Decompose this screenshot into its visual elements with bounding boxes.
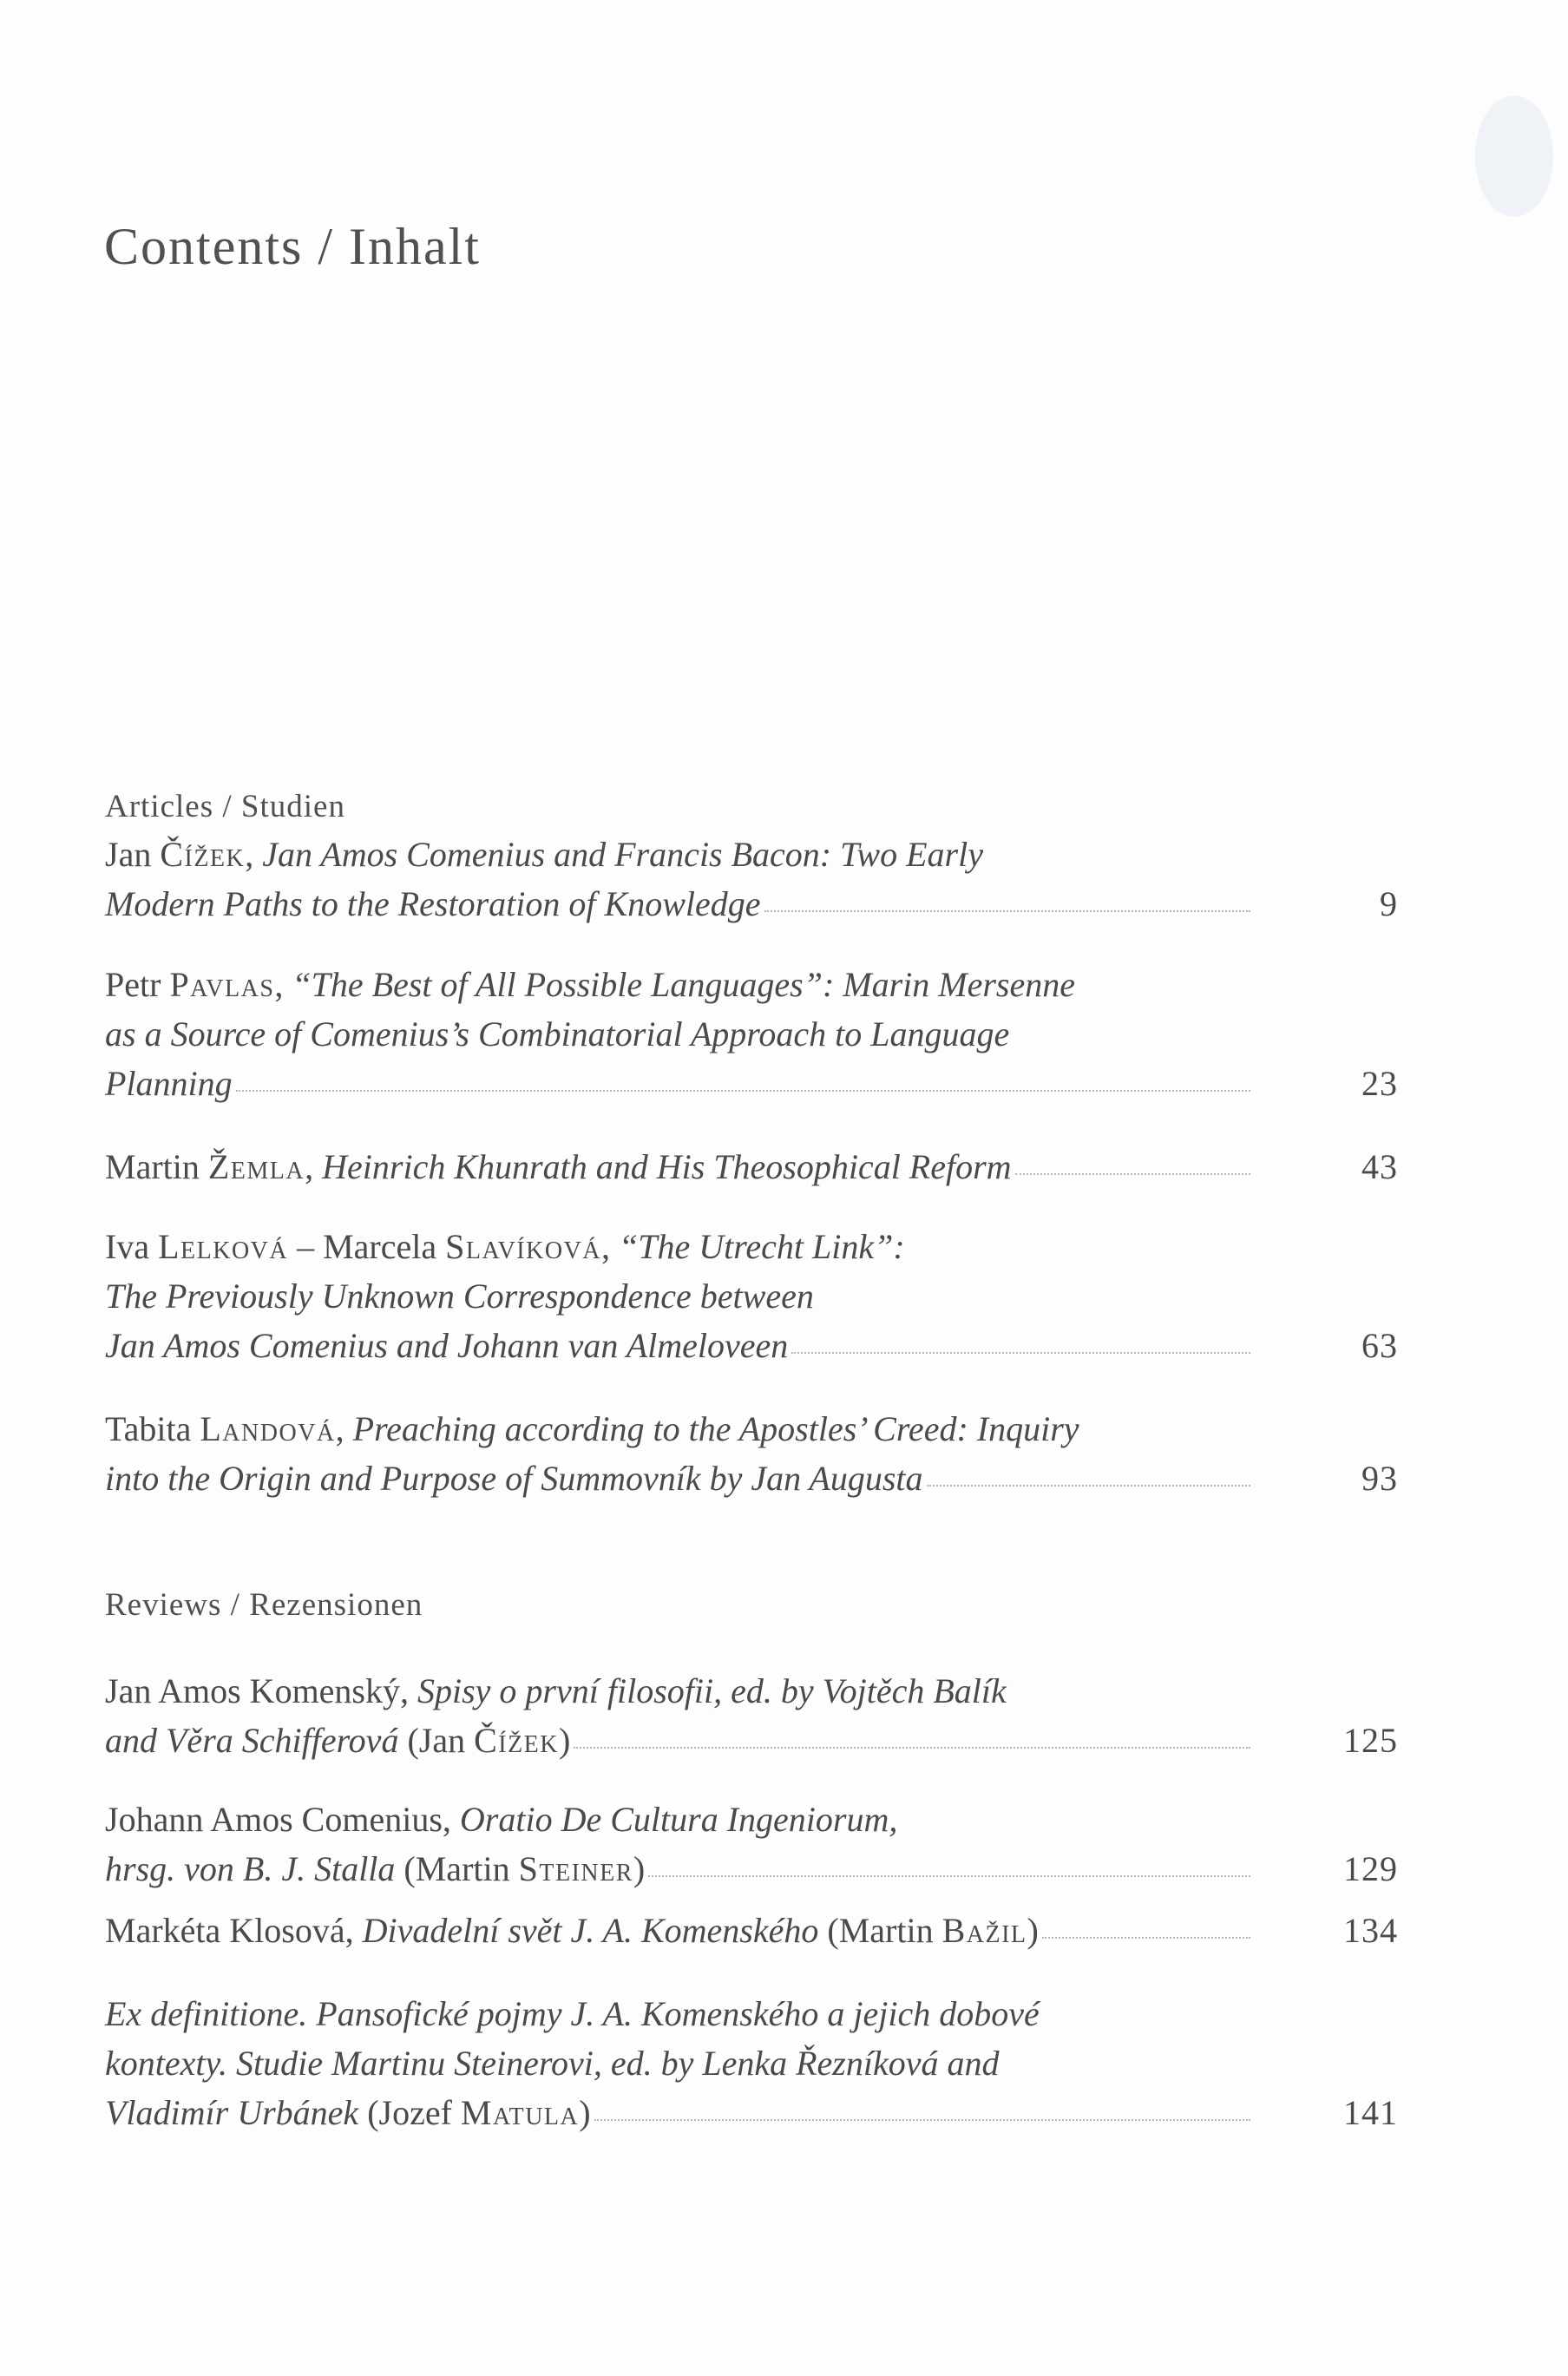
entry-line: [105, 1844, 1398, 1894]
entry-text: [105, 1409, 1079, 1448]
entry-segment: (Jozef: [358, 2093, 461, 2132]
author-surname: Bažil: [941, 1911, 1027, 1950]
dot-leader: [648, 1875, 1250, 1877]
entry-segment: ): [1027, 1911, 1039, 1950]
article-entry[interactable]: [105, 830, 1407, 929]
page-number[interactable]: 129: [1343, 1849, 1398, 1888]
entry-text: [105, 1994, 1040, 2033]
entry-text: [105, 1906, 1039, 1955]
entry-segment: ,: [335, 1409, 353, 1448]
entry-line: [105, 2038, 1259, 2088]
work-title: Preaching according to the Apostles’ Creed: Inquiry: [352, 1409, 1079, 1448]
entry-line: [105, 879, 1398, 929]
entry-text: [105, 1277, 814, 1316]
entry-text: [105, 1671, 1007, 1710]
entry-segment: Jan: [105, 835, 161, 874]
dot-leader: [574, 1747, 1250, 1749]
entry-segment: Jan Amos Komenský,: [105, 1671, 417, 1710]
entry-line: [105, 1059, 1398, 1108]
entry-line: [105, 1989, 1259, 2038]
entry-line: [105, 1009, 1259, 1059]
entry-segment: ,: [245, 835, 263, 874]
entry-segment: Markéta Klosová,: [105, 1911, 363, 1950]
work-title: “The Utrecht Link”:: [619, 1227, 905, 1266]
entry-line: [105, 1271, 1259, 1321]
work-title: kontexty. Studie Martinu Steinerovi, ed. by Lenka Řezníková and: [105, 2044, 1000, 2083]
article-entry[interactable]: [105, 960, 1407, 1108]
entry-text: [105, 2044, 999, 2083]
reviews-heading: Reviews / Rezensionen: [105, 1587, 423, 1623]
work-title: “The Best of All Possible Languages”: Marin Mersenne: [292, 965, 1075, 1004]
work-title: The Previously Unknown Correspondence between: [105, 1277, 814, 1316]
entry-segment: (Martin: [818, 1911, 942, 1950]
author-surname: Steiner: [518, 1849, 633, 1888]
dot-leader: [927, 1485, 1251, 1487]
work-title: Jan Amos Comenius and Johann van Almeloveen: [105, 1326, 789, 1365]
review-entry[interactable]: [105, 1989, 1407, 2137]
page-number[interactable]: 141: [1343, 2093, 1398, 2132]
articles-heading: Articles / Studien: [105, 789, 345, 824]
entry-line: [105, 1716, 1398, 1765]
page-title: Contents / Inhalt: [104, 218, 481, 275]
page-number[interactable]: 125: [1343, 1721, 1398, 1760]
work-title: Modern Paths to the Restoration of Knowledge: [105, 884, 761, 923]
work-title: into the Origin and Purpose of Summovník by Jan Augusta: [105, 1459, 923, 1498]
entry-text: [105, 1142, 1012, 1191]
work-title: Divadelní svět J. A. Komenského: [362, 1911, 819, 1950]
page-number[interactable]: 9: [1380, 884, 1398, 923]
entry-line: [105, 1666, 1259, 1716]
work-title: and Věra Schifferová: [105, 1721, 399, 1760]
entry-segment: Petr: [105, 965, 170, 1004]
author-surname: Čížek: [160, 835, 246, 874]
entry-line: [105, 1142, 1398, 1191]
entry-text: [105, 835, 983, 874]
page-number[interactable]: 43: [1361, 1147, 1398, 1186]
review-entry[interactable]: [105, 1795, 1407, 1894]
dot-leader: [1042, 1937, 1250, 1939]
author-surname: Slavíková: [445, 1227, 602, 1266]
entry-text: [105, 1321, 788, 1370]
author-surname: Lelková: [158, 1227, 289, 1266]
article-entry[interactable]: [105, 1222, 1407, 1370]
review-entry[interactable]: [105, 1666, 1407, 1765]
entry-text: [105, 965, 1075, 1004]
entry-segment: – Marcela: [288, 1227, 446, 1266]
work-title: Heinrich Khunrath and His Theosophical Reform: [322, 1147, 1012, 1186]
entry-line: [105, 1321, 1398, 1370]
work-title: as a Source of Comenius’s Combinatorial Approach to Language: [105, 1014, 1010, 1053]
entry-segment: ): [559, 1721, 571, 1760]
entry-line: [105, 830, 1259, 879]
entry-segment: ,: [305, 1147, 323, 1186]
work-title: Jan Amos Comenius and Francis Bacon: Two Early: [262, 835, 983, 874]
entry-text: [105, 1454, 923, 1503]
author-surname: Matula: [460, 2093, 580, 2132]
work-title: Planning: [105, 1064, 233, 1103]
page-number[interactable]: 93: [1361, 1459, 1398, 1498]
entry-segment: ,: [601, 1227, 620, 1266]
author-surname: Žemla: [207, 1147, 305, 1186]
dot-leader: [236, 1090, 1250, 1092]
entry-text: [105, 1716, 570, 1765]
author-surname: Pavlas: [169, 965, 275, 1004]
dot-leader: [594, 2119, 1250, 2121]
work-title: Oratio De Cultura Ingeniorum,: [459, 1800, 898, 1839]
page-number[interactable]: 23: [1361, 1064, 1398, 1103]
work-title: Ex definitione. Pansofické pojmy J. A. Komenského a jejich dobové: [105, 1994, 1040, 2033]
work-title: Vladimír Urbánek: [105, 2093, 359, 2132]
dot-leader: [764, 910, 1251, 912]
entry-segment: (Martin: [395, 1849, 519, 1888]
entry-segment: ): [633, 1849, 646, 1888]
page-number[interactable]: 134: [1343, 1911, 1398, 1950]
author-surname: Čížek: [474, 1721, 560, 1760]
entry-segment: Martin: [105, 1147, 208, 1186]
dot-leader: [1015, 1173, 1250, 1175]
entry-line: [105, 1222, 1259, 1271]
article-entry[interactable]: [105, 1404, 1407, 1503]
entry-text: [105, 1059, 233, 1108]
entry-text: [105, 1844, 645, 1894]
entry-line: [105, 2088, 1398, 2137]
entry-segment: Johann Amos Comenius,: [105, 1800, 460, 1839]
entry-line: [105, 1795, 1259, 1844]
entry-segment: Tabita: [105, 1409, 200, 1448]
author-surname: Landová: [200, 1409, 336, 1448]
dot-leader: [791, 1352, 1250, 1354]
entry-segment: Iva: [105, 1227, 159, 1266]
review-entry[interactable]: [105, 1906, 1407, 1955]
entry-line: [105, 1404, 1259, 1454]
entry-text: [105, 1227, 905, 1266]
entry-segment: ): [579, 2093, 591, 2132]
entry-line: [105, 1454, 1398, 1503]
work-title: Spisy o první filosofii, ed. by Vojtěch Balík: [417, 1671, 1007, 1710]
paper-stain: [1475, 95, 1553, 217]
entry-text: [105, 879, 761, 929]
entry-text: [105, 1800, 897, 1839]
article-entry[interactable]: [105, 1142, 1407, 1191]
entry-line: [105, 1906, 1398, 1955]
work-title: hrsg. von B. J. Stalla: [105, 1849, 396, 1888]
entry-segment: (Jan: [398, 1721, 475, 1760]
entry-text: [105, 1014, 1009, 1053]
entry-text: [105, 2088, 591, 2137]
entry-line: [105, 960, 1259, 1009]
entry-segment: ,: [274, 965, 292, 1004]
page-number[interactable]: 63: [1361, 1326, 1398, 1365]
